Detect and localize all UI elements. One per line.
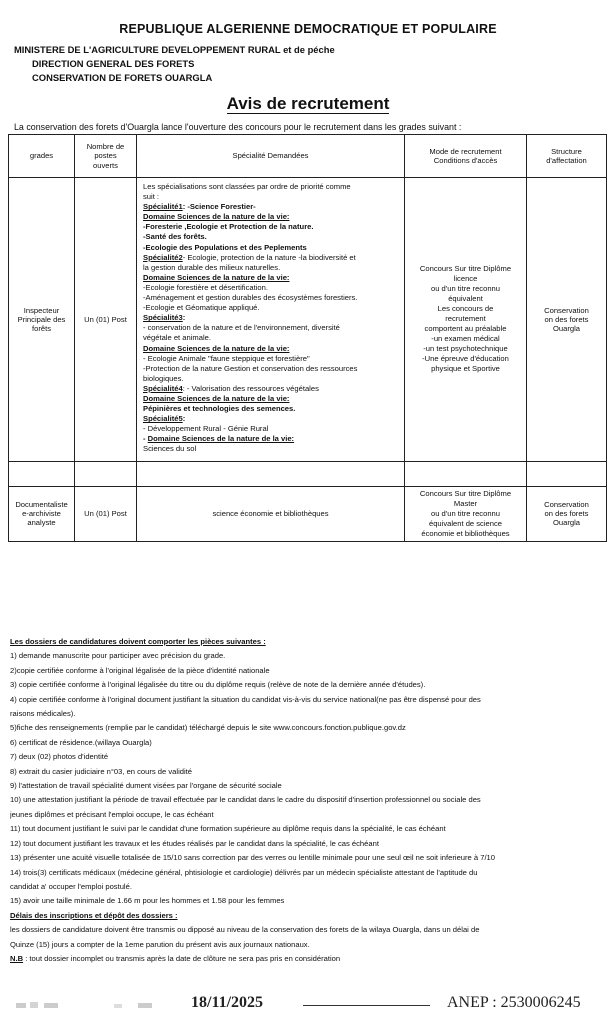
header-grades: grades — [9, 135, 75, 178]
header-mode-line: Conditions d'accès — [433, 156, 498, 165]
structure-line: Ouargla — [552, 518, 581, 528]
spec-item: -Santé des forêts. — [143, 232, 207, 242]
mode-line: Les concours de — [437, 304, 494, 314]
delays-heading: Délais des inscriptions et dépôt des dossiers : — [10, 910, 178, 920]
grade-line: forêts — [32, 323, 51, 333]
domain-heading: Domaine Sciences de la nature de la vie: — [143, 343, 290, 353]
spec-item: -Ecologie et Géomatique appliqué. — [143, 303, 260, 313]
header-structure-line: Structure — [551, 146, 582, 156]
conservation-line: CONSERVATION DE FORETS OUARGLA — [32, 72, 213, 83]
table-row — [9, 486, 607, 541]
header-mode-line: Mode de recrutement — [429, 146, 502, 156]
spec-item: - Ecologie Animale "faune steppique et forestière" — [143, 353, 310, 363]
header-structure-line: d'affectation — [546, 156, 587, 165]
republic-heading: REPUBLIQUE ALGERIENNE DEMOCRATIQUE ET POPULAIRE — [119, 22, 497, 36]
document-item: 4) copie certifiée conforme à l'original document justifiant la situation du candidat vis-à-vis du service national(ne pas être dispensé pour des — [10, 694, 481, 704]
grade-line: Inspecteur — [23, 305, 60, 315]
spec-sep: : — [182, 202, 188, 212]
spec-line — [143, 434, 398, 444]
header-postes-line: Nombre de — [86, 141, 125, 151]
ministry-line: MINISTERE DE L'AGRICULTURE DEVELOPPEMENT RURAL et de péche — [14, 44, 335, 55]
mode-line: physique et Sportive — [431, 364, 500, 374]
mode-line: licence — [453, 274, 478, 284]
mode-line: -un examen médical — [431, 334, 500, 344]
spec-item: -Ecologie des Populations et des Peplements — [143, 242, 307, 252]
specialite-cell: science économie et bibliothèques — [137, 486, 405, 541]
spec-line — [143, 202, 398, 212]
footer — [0, 994, 616, 1016]
structure-line: Conservation — [544, 500, 589, 510]
anep-reference: ANEP : 2530006245 — [447, 994, 581, 1011]
mode-line: Concours Sur titre Diplôme — [419, 488, 512, 498]
document-item: 13) présenter une acuité visuelle totalisée de 15/10 sans correction par des verres ou lentille minimale pour une seul œil ne soit inferieure à 7/10 — [10, 853, 496, 863]
grade-line: Documentaliste — [15, 500, 68, 510]
spec-text: - Ecologie, protection de la nature -la biodiversité et — [182, 252, 356, 262]
nb-note — [10, 952, 610, 966]
spec-line — [143, 384, 398, 394]
document-item: 15) avoir une taille minimale de 1.66 m pour les hommes et 1.58 pour les femmes — [10, 896, 285, 906]
domain-heading: Domaine Sciences de la nature de la vie: — [143, 272, 290, 282]
specialite-label: Spécialité3 — [143, 313, 183, 323]
spec-line: la gestion durable des milieux naturelles. — [143, 262, 281, 272]
spec-line — [143, 313, 398, 323]
spec-item: -Foresterie ,Ecologie et Protection de la nature. — [143, 222, 314, 232]
spec-item: -Aménagement et gestion durables des écosystèmes forestiers. — [143, 293, 358, 303]
mode-line: ou d'un titre reconnu — [431, 508, 500, 518]
document-item: 2)copie certifiée conforme à l'original légalisée de la pièce d'identité nationale — [10, 665, 270, 675]
recruitment-table — [8, 134, 607, 542]
document-item: 9) l'attestation de travail spécialité dument visées par l'organe de sécurité sociale — [10, 781, 282, 791]
spacer-cell — [527, 461, 607, 486]
specialite-label: Spécialité5 — [143, 414, 183, 424]
mode-line: comportent au préalable — [424, 324, 507, 334]
spec-item: Sciences du sol — [143, 444, 197, 454]
spec-text: : - Valorisation des ressources végétales — [182, 383, 319, 393]
structure-line: on des forets — [544, 314, 589, 324]
document-item: 1) demande manuscrite pour participer avec précision du grade. — [10, 651, 226, 661]
intro-text: La conservation des forets d'Ouargla lance l'ouverture des concours pour le recrutement dans les grades suivant : — [14, 122, 462, 132]
document-item: 7) deux (02) photos d'identité — [10, 752, 109, 762]
grade-line: e-archiviste — [22, 509, 61, 519]
mode-line: -Une épreuve d'éducation — [422, 354, 509, 364]
delays-text: Quinze (15) jours a compter de la 1eme parution du présent avis aux journaux nationaux. — [10, 939, 310, 949]
page-title — [0, 94, 616, 114]
document-item: 5)fiche des renseignements (remplie par le candidat) téléchargé depuis le site www.concours.fonction.publique.gov.dz — [10, 723, 406, 733]
scan-smudge-mark — [14, 1000, 164, 1010]
spec-item: - Développement Rural - Génie Rural — [143, 424, 269, 434]
document-item: 6) certificat de résidence.(willaya Ouargla) — [10, 737, 152, 747]
mode-line: équivalent de science — [428, 518, 503, 528]
nb-text: : tout dossier incomplet ou transmis après la date de clôture ne sera pas pris en considération — [23, 953, 341, 963]
spacer-cell — [9, 461, 75, 486]
document-item: 12) tout document justifiant les travaux et les études réalisés par le candidat dans la spécialité, le cas échéant — [10, 838, 379, 848]
spec-line — [143, 253, 398, 263]
postes-cell: Un (01) Post — [75, 178, 137, 462]
table-spacer-row — [9, 461, 607, 486]
documents-section — [10, 635, 610, 966]
publication-date: 18/11/2025 — [191, 994, 264, 1011]
grade-cell — [9, 178, 75, 462]
grade-line: analyste — [27, 518, 56, 528]
specialite-title: -Science Forestier- — [187, 202, 256, 212]
spec-item: -Ecologie forestière et désertification. — [143, 282, 268, 292]
spec-line: - conservation de la nature et de l'environnement, diversité — [143, 323, 340, 333]
header-structure — [527, 135, 607, 178]
spacer-cell — [405, 461, 527, 486]
header-mode — [405, 135, 527, 178]
spec-line: Les spécialisations sont classées par ordre de priorité comme — [143, 182, 351, 191]
mode-line: économie et bibliothèques — [421, 528, 510, 538]
spec-sep: : — [182, 313, 186, 323]
postes-cell: Un (01) Post — [75, 486, 137, 541]
spec-line: végétale et animale. — [143, 333, 211, 343]
mode-cell — [405, 486, 527, 541]
domain-heading: Domaine Sciences de la nature de la vie: — [147, 434, 295, 444]
header-postes — [75, 135, 137, 178]
spacer-cell — [137, 461, 405, 486]
document-item: 10) une attestation justifiant la période de travail effectuée par le candidat dans le cadre du dispositif d'insertion professionnel ou sociale des — [10, 795, 481, 805]
domain-heading: Domaine Sciences de la nature de la vie: — [143, 393, 290, 403]
mode-line: Concours Sur titre Diplôme — [419, 264, 512, 274]
spec-sep: : — [182, 414, 186, 424]
spacer-cell — [75, 461, 137, 486]
spec-item: Pépinières et technologies des semences. — [143, 404, 296, 414]
spec-item: biologiques. — [143, 373, 184, 383]
structure-cell — [527, 178, 607, 462]
structure-line: Ouargla — [552, 323, 581, 333]
document-item: 8) extrait du casier judiciaire n°03, en cours de validité — [10, 766, 193, 776]
specialite-cell — [137, 178, 405, 462]
header-specialite: Spécialité Demandées — [137, 135, 405, 178]
structure-line: on des forets — [544, 509, 589, 519]
mode-line: Master — [453, 498, 478, 508]
mode-line: ou d'un titre reconnu — [431, 284, 500, 294]
nb-label: N.B — [10, 953, 24, 963]
specialite-label: Spécialité2 — [143, 252, 183, 262]
structure-line: Conservation — [544, 305, 589, 315]
spec-item: -Protection de la nature Gestion et conservation des ressources — [143, 363, 358, 373]
structure-cell — [527, 486, 607, 541]
specialite-label: Spécialité4 — [143, 383, 183, 393]
spec-line — [143, 414, 398, 424]
document-item: 11) tout document justifiant le suivi par le candidat d'une formation supérieure au diplôme requis dans la spécialité, le cas échéant — [10, 824, 446, 834]
table-header-row — [9, 135, 607, 178]
table-row — [9, 178, 607, 462]
delays-text: les dossiers de candidature doivent être transmis ou dipposé au niveau de la conservation des forets de la wilaya Ouargla, dans un délai de — [10, 925, 480, 935]
spec-sep: - — [143, 434, 148, 444]
header-postes-line: postes — [94, 151, 117, 161]
footer-divider — [303, 1005, 430, 1006]
mode-line: -un test psychotechnique — [423, 344, 508, 354]
header-postes-line: ouverts — [93, 160, 118, 170]
spec-line: suit : — [143, 192, 160, 202]
specialite-label: Spécialité1 — [143, 202, 183, 212]
direction-line: DIRECTION GENERAL DES FORETS — [32, 58, 195, 69]
documents-heading: Les dossiers de candidatures doivent comporter les pièces suivantes : — [10, 637, 266, 646]
mode-line: équivalent — [448, 294, 483, 304]
document-item: 14) trois(3) certificats médicaux (médecine général, phtisiologie et cardiologie) délivrés par un médecin spécialiste attestant de l'aptitude du — [10, 867, 478, 877]
domain-heading: Domaine Sciences de la nature de la vie: — [143, 212, 290, 222]
mode-line: recrutement — [445, 314, 486, 324]
grade-line: Principale des — [17, 314, 66, 324]
page-title-text: Avis de recrutement — [226, 94, 390, 113]
mode-cell — [405, 178, 527, 462]
document-item: jeunes diplômes et précisant l'emploi occupe, le cas échéant — [10, 809, 214, 819]
document-item: raisons médicales). — [10, 709, 76, 719]
document-item: 3) copie certifiée conforme à l'original légalisée du titre ou du diplôme requis (relève de note de la dernière année d'études). — [10, 680, 426, 690]
document-item: candidat a' occuper l'emploi postulé. — [10, 881, 132, 891]
grade-cell — [9, 486, 75, 541]
